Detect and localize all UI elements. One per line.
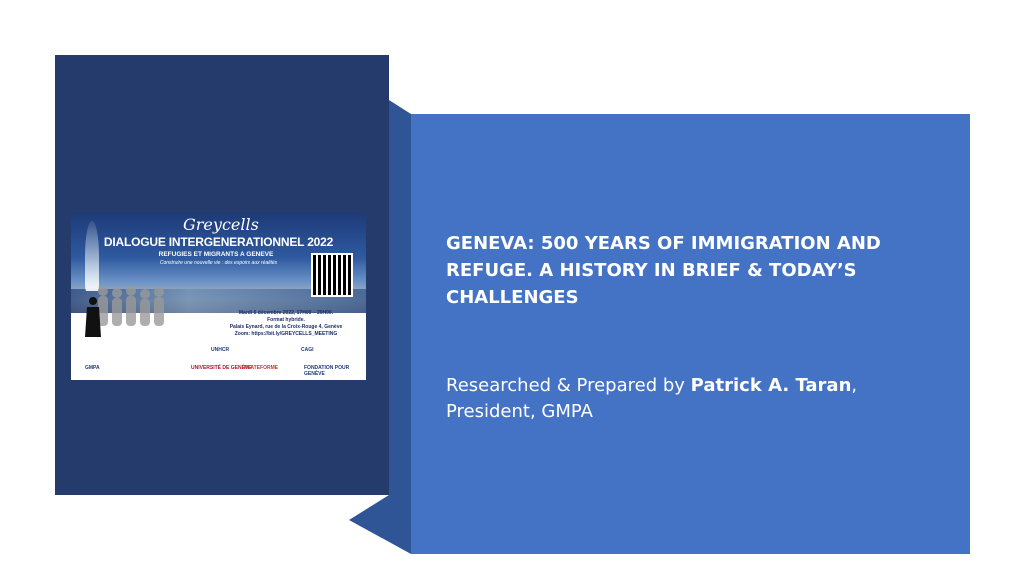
crowd-silhouette-icon bbox=[83, 279, 178, 339]
poster-logo-item: PLATEFORME bbox=[244, 365, 279, 371]
slide-title: GENEVA: 500 YEARS OF IMMIGRATION AND REFUGE. A HISTORY IN BRIEF & TODAY’S CHALLENGES bbox=[446, 233, 881, 308]
poster-logo-item: CAGI bbox=[301, 347, 314, 353]
event-poster-image bbox=[71, 213, 366, 380]
poster-logo: Greycells bbox=[183, 215, 259, 234]
poster-venue: Palais Eynard, rue de la Croix-Rouge 4, Genève bbox=[229, 324, 343, 330]
author-role: President, GMPA bbox=[446, 401, 593, 422]
slide-byline bbox=[446, 373, 946, 425]
poster-date: Mardi 6 décembre 2022, 17H00 – 20H00. bbox=[238, 310, 334, 316]
poster-logo-item: GMPA bbox=[85, 365, 100, 371]
poster-logo-item: UNIVERSITÉ DE GENÈVE bbox=[191, 365, 252, 371]
poster-format: Format hybride. bbox=[267, 317, 305, 323]
byline-prefix: Researched & Prepared by bbox=[446, 375, 691, 396]
poster-zoom: Zoom: https://bit.ly/GREYCELLS_MEETING bbox=[234, 331, 338, 337]
poster-logo-item: UNHCR bbox=[211, 347, 230, 353]
right-blue-panel bbox=[411, 114, 970, 554]
poster-logos bbox=[79, 343, 359, 375]
qr-code-icon bbox=[311, 253, 353, 297]
author-name: Patrick A. Taran bbox=[690, 375, 852, 396]
poster-event-details bbox=[211, 310, 361, 338]
poster-logo-item: FONDATION POUR GENÈVE bbox=[304, 365, 350, 377]
poster-headline: DIALOGUE INTERGENERATIONNEL 2022 bbox=[103, 235, 334, 249]
poster-tagline: Construire une nouvelle vie : des espoirs aux réalités bbox=[159, 260, 278, 266]
byline-suffix: , bbox=[851, 375, 858, 396]
poster-subtitle: REFUGIES ET MIGRANTS A GENEVE bbox=[158, 251, 274, 258]
